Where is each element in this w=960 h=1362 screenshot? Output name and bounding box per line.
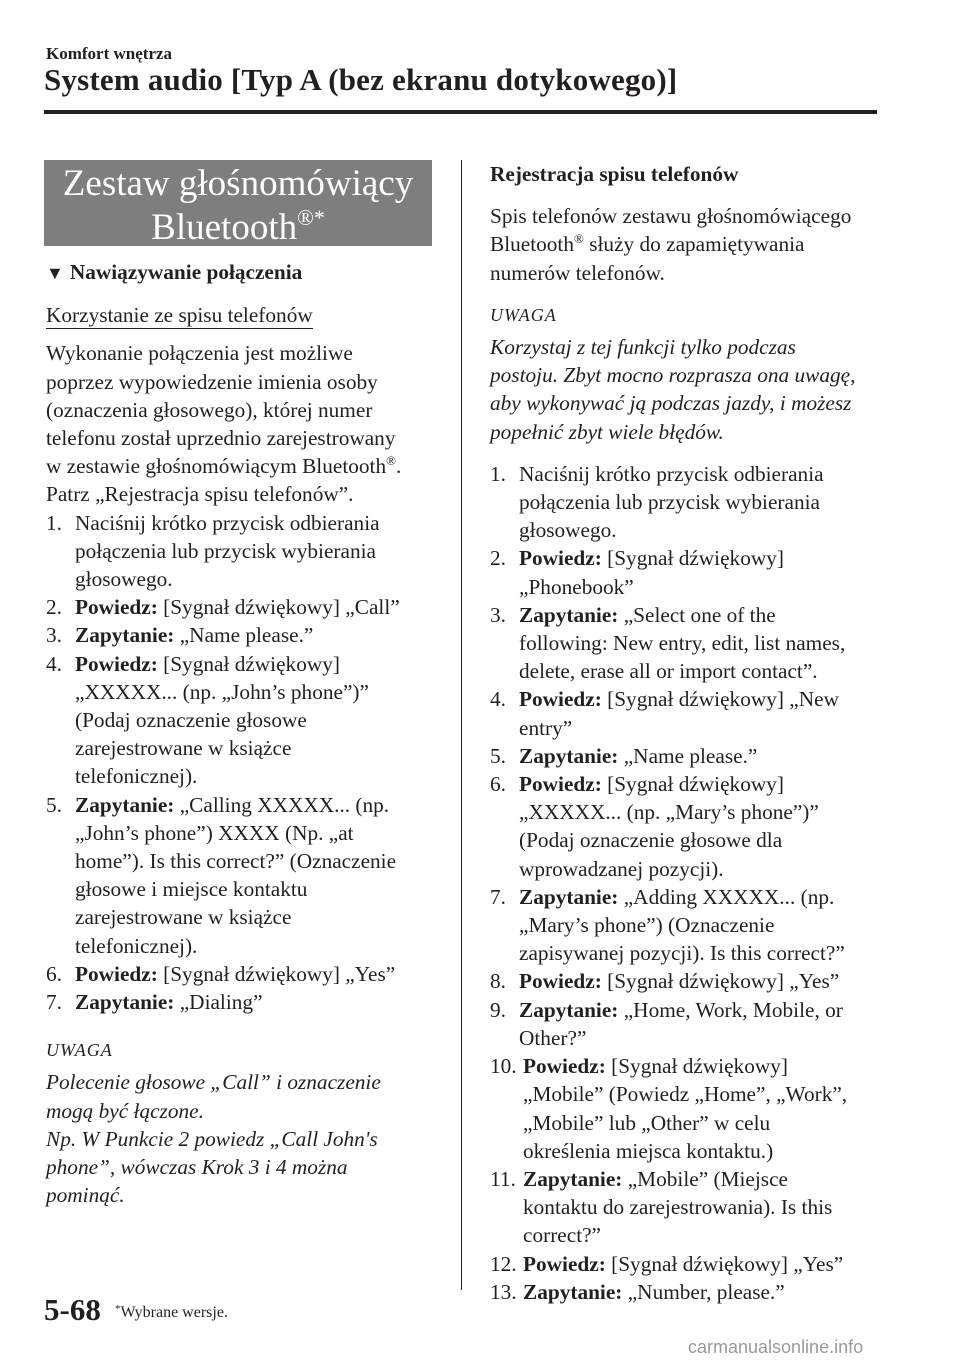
step-line (519, 460, 890, 488)
section-heading-text: Nawiązywanie połączenia (69, 260, 303, 284)
step-text: entry” (519, 715, 573, 740)
step-line (523, 1250, 890, 1278)
banner-mark: ®* (297, 205, 325, 230)
step-line (519, 1024, 890, 1052)
step-line (519, 685, 890, 713)
note-line: aby wykonywać ją podczas jazdy, i możesz (490, 391, 852, 416)
step-text: [Sygnał dźwiękowy] (607, 772, 784, 797)
step-number: 7. (46, 990, 62, 1015)
step-line (75, 537, 446, 565)
step-item (490, 1250, 890, 1278)
note-text (46, 1068, 446, 1209)
step-number: 10. (490, 1054, 517, 1079)
step-line (519, 516, 890, 544)
step-text: głosowe i miejsce kontaktu (75, 877, 308, 902)
step-text: telefonicznej). (75, 764, 198, 789)
step-line (519, 629, 890, 657)
step-item (490, 883, 890, 968)
step-line (523, 1109, 890, 1137)
step-text: głosowego. (519, 518, 617, 543)
step-item (46, 593, 446, 621)
step-number: 2. (490, 546, 506, 571)
step-text: Other?” (519, 1025, 587, 1050)
step-text: [Sygnał dźwiękowy] „Yes” (611, 1251, 844, 1276)
step-line (519, 488, 890, 516)
step-line (75, 847, 446, 875)
step-text: „John’s phone”) XXXX (Np. „at (75, 820, 354, 845)
step-number: 4. (46, 651, 62, 676)
note-label: UWAGA (46, 1040, 113, 1061)
step-text: „Name please.” (179, 623, 314, 648)
step-line (75, 791, 446, 819)
footnote (115, 1304, 228, 1322)
step-line (75, 819, 446, 847)
step-text: „Dialing” (179, 990, 263, 1015)
step-text: „Mobile” (Miejsce (627, 1166, 788, 1191)
note-line: mogą być łączone. (46, 1098, 204, 1123)
step-text: „Calling XXXXX... (np. (179, 792, 390, 817)
step-text: [Sygnał dźwiękowy] „Yes” (163, 961, 396, 986)
step-text: correct?” (523, 1223, 602, 1248)
step-label: Powiedz: (75, 961, 158, 986)
step-text: „Mobile” (Powiedz „Home”, „Work”, (523, 1082, 848, 1107)
step-line (519, 657, 890, 685)
step-text: „Select one of the (623, 602, 776, 627)
step-item (490, 770, 890, 883)
step-line (523, 1137, 890, 1165)
step-line (519, 996, 890, 1024)
note-line: popełnić zbyt wiele błędów. (490, 419, 724, 444)
step-item (490, 996, 890, 1052)
step-item (490, 742, 890, 770)
step-item (46, 960, 446, 988)
step-number: 6. (490, 772, 506, 797)
step-label: Powiedz: (519, 772, 602, 797)
note-line: Korzystaj z tej funkcji tylko podczas (490, 335, 796, 360)
step-line (523, 1080, 890, 1108)
step-number: 1. (46, 510, 62, 535)
step-text: [Sygnał dźwiękowy] (163, 651, 340, 676)
step-label: Powiedz: (523, 1054, 606, 1079)
step-line (519, 770, 890, 798)
step-label: Zapytanie: (523, 1166, 623, 1191)
step-text: home”). Is this correct?” (Oznaczenie (75, 849, 397, 874)
step-text: [Sygnał dźwiękowy] „Call” (163, 595, 400, 620)
step-list (490, 460, 890, 1306)
step-label: Zapytanie: (75, 990, 175, 1015)
banner-bluetooth: Bluetooth (151, 207, 298, 248)
step-text: Naciśnij krótko przycisk odbierania (75, 510, 380, 535)
step-label: Zapytanie: (523, 1279, 623, 1304)
step-text: [Sygnał dźwiękowy] (611, 1054, 788, 1079)
step-label: Powiedz: (519, 687, 602, 712)
step-line (75, 706, 446, 734)
banner-line-2 (44, 206, 432, 250)
step-text: (Podaj oznaczenie głosowe dla (519, 828, 783, 853)
section-label: Komfort wnętrza (46, 44, 173, 63)
step-label: Zapytanie: (519, 602, 619, 627)
step-number: 2. (46, 595, 62, 620)
intro-last-line: w zestawie głośnomówiącym Bluetooth®. (46, 453, 402, 479)
step-line (75, 621, 446, 649)
step-line (519, 967, 890, 995)
triangle-bullet-icon: ▼ (46, 263, 64, 283)
step-item (490, 460, 890, 545)
right-intro-line-1: Spis telefonów zestawu głośnomówiącego (490, 204, 852, 229)
step-text: kontaktu do zarejestrowania). Is this (523, 1195, 833, 1220)
topic-banner (44, 160, 432, 246)
step-line (523, 1052, 890, 1080)
step-item (490, 685, 890, 741)
step-number: 1. (490, 461, 506, 486)
note-line: phone”, wówczas Krok 3 i 4 można (46, 1155, 348, 1180)
note-line: pominąć. (46, 1183, 125, 1208)
step-line (519, 826, 890, 854)
step-text: following: New entry, edit, list names, (519, 631, 846, 656)
step-line (519, 939, 890, 967)
step-line (75, 565, 446, 593)
step-item (46, 791, 446, 960)
step-line (523, 1221, 890, 1249)
step-text: [Sygnał dźwiękowy] (607, 546, 784, 571)
step-item (490, 967, 890, 995)
watermark: carmanualsonline.info (688, 1337, 864, 1357)
step-number: 8. (490, 969, 506, 994)
step-number: 5. (490, 743, 506, 768)
column-divider (461, 160, 462, 1290)
step-text: zarejestrowane w książce (75, 905, 292, 930)
step-item (46, 650, 446, 791)
step-item (46, 509, 446, 594)
step-label: Zapytanie: (75, 623, 175, 648)
step-label: Zapytanie: (75, 792, 175, 817)
step-text: „XXXXX... (np. „John’s phone”)” (75, 679, 369, 704)
right-heading: Rejestracja spisu telefonów (490, 162, 739, 186)
step-line (75, 932, 446, 960)
step-label: Powiedz: (75, 595, 158, 620)
step-line (75, 988, 446, 1016)
step-label: Zapytanie: (519, 743, 619, 768)
step-line (75, 875, 446, 903)
step-line (519, 544, 890, 572)
step-line (519, 573, 890, 601)
note-line: Np. W Punkcie 2 powiedz „Call John's (46, 1126, 378, 1151)
step-line (75, 903, 446, 931)
step-number: 6. (46, 961, 62, 986)
step-item (46, 621, 446, 649)
step-text: wprowadzanej pozycji). (519, 856, 724, 881)
step-text: „Home, Work, Mobile, or (623, 997, 843, 1022)
step-label: Zapytanie: (519, 997, 619, 1022)
subheading (46, 301, 446, 329)
step-text: zapisywanej pozycji). Is this correct?” (519, 941, 845, 966)
step-number: 13. (490, 1279, 517, 1304)
footnote-text: Wybrane wersje. (120, 1304, 228, 1321)
step-line (519, 601, 890, 629)
step-line (75, 734, 446, 762)
step-line (523, 1193, 890, 1221)
intro-reference: Patrz „Rejestracja spisu telefonów”. (46, 482, 354, 507)
step-text: zarejestrowane w książce (75, 736, 292, 761)
step-line (523, 1278, 890, 1306)
title-rule (44, 110, 877, 114)
step-text: określenia miejsca kontaktu.) (523, 1138, 774, 1163)
step-line (519, 798, 890, 826)
step-line (75, 650, 446, 678)
subheading-text: Korzystanie ze spisu telefonów (46, 303, 313, 328)
step-line (523, 1165, 890, 1193)
left-column (46, 258, 446, 1210)
step-line (75, 593, 446, 621)
intro-paragraph (46, 339, 446, 452)
step-item (46, 988, 446, 1016)
step-text: połączenia lub przycisk wybierania (75, 538, 376, 563)
step-item (490, 1165, 890, 1250)
intro-line: (oznaczenia głosowego), której numer (46, 397, 373, 422)
step-line (519, 855, 890, 883)
step-line (75, 762, 446, 790)
step-line (75, 960, 446, 988)
footnote-mark: * (115, 1303, 121, 1315)
step-number: 4. (490, 687, 506, 712)
step-number: 9. (490, 997, 506, 1022)
note-text (490, 333, 890, 446)
step-text: [Sygnał dźwiękowy] „New (607, 687, 839, 712)
step-list (46, 509, 446, 1017)
step-text: „Mary’s phone”) (Oznaczenie (519, 913, 775, 938)
step-text: „Adding XXXXX... (np. (623, 884, 835, 909)
right-column (490, 160, 890, 1306)
step-text: „Name please.” (623, 743, 758, 768)
step-label: Powiedz: (519, 546, 602, 571)
step-label: Powiedz: (75, 651, 158, 676)
step-item (490, 601, 890, 686)
step-line (75, 509, 446, 537)
step-text: „Phonebook” (519, 574, 634, 599)
step-text: delete, erase all or import contact”. (519, 659, 818, 684)
step-line (75, 678, 446, 706)
step-item (490, 544, 890, 600)
step-line (519, 714, 890, 742)
step-label: Powiedz: (523, 1251, 606, 1276)
step-text: [Sygnał dźwiękowy] „Yes” (607, 969, 840, 994)
step-text: telefonicznej). (75, 933, 198, 958)
step-text: „XXXXX... (np. „Mary’s phone”)” (519, 800, 819, 825)
step-text: głosowego. (75, 567, 173, 592)
intro-line: poprzez wypowiedzenie imienia osoby (46, 369, 378, 394)
page-number: 5-68 (44, 1292, 101, 1327)
step-label: Powiedz: (519, 969, 602, 994)
step-line (519, 883, 890, 911)
step-number: 12. (490, 1251, 517, 1276)
step-line (519, 911, 890, 939)
step-text: „Number, please.” (627, 1279, 785, 1304)
registered-mark: ® (574, 231, 584, 247)
step-text: (Podaj oznaczenie głosowe (75, 708, 307, 733)
step-label: Zapytanie: (519, 884, 619, 909)
note-line: postoju. Zbyt mocno rozprasza ona uwagę, (490, 363, 856, 388)
step-number: 11. (490, 1166, 516, 1191)
step-number: 3. (46, 623, 62, 648)
right-intro-line-3: numerów telefonów. (490, 260, 665, 285)
step-item (490, 1052, 890, 1165)
step-text: połączenia lub przycisk wybierania (519, 490, 820, 515)
section-heading (46, 258, 446, 287)
step-item (490, 1278, 890, 1306)
step-line (519, 742, 890, 770)
banner-line-1: Zestaw głośnomówiący (62, 163, 414, 204)
step-number: 3. (490, 602, 506, 627)
step-number: 5. (46, 792, 62, 817)
intro-line: Wykonanie połączenia jest możliwe (46, 341, 353, 366)
step-text: „Mobile” lub „Other” w celu (523, 1110, 771, 1135)
intro-line: telefonu został uprzednio zarejestrowany (46, 426, 396, 451)
step-number: 7. (490, 884, 506, 909)
page-title: System audio [Typ A (bez ekranu dotykowego)] (44, 62, 678, 97)
step-text: Naciśnij krótko przycisk odbierania (519, 461, 824, 486)
right-intro-line-2: Bluetooth® służy do zapamiętywania (490, 231, 805, 257)
registered-mark: ® (386, 453, 396, 469)
note-label: UWAGA (490, 304, 557, 325)
note-line: Polecenie głosowe „Call” i oznaczenie (46, 1070, 381, 1095)
